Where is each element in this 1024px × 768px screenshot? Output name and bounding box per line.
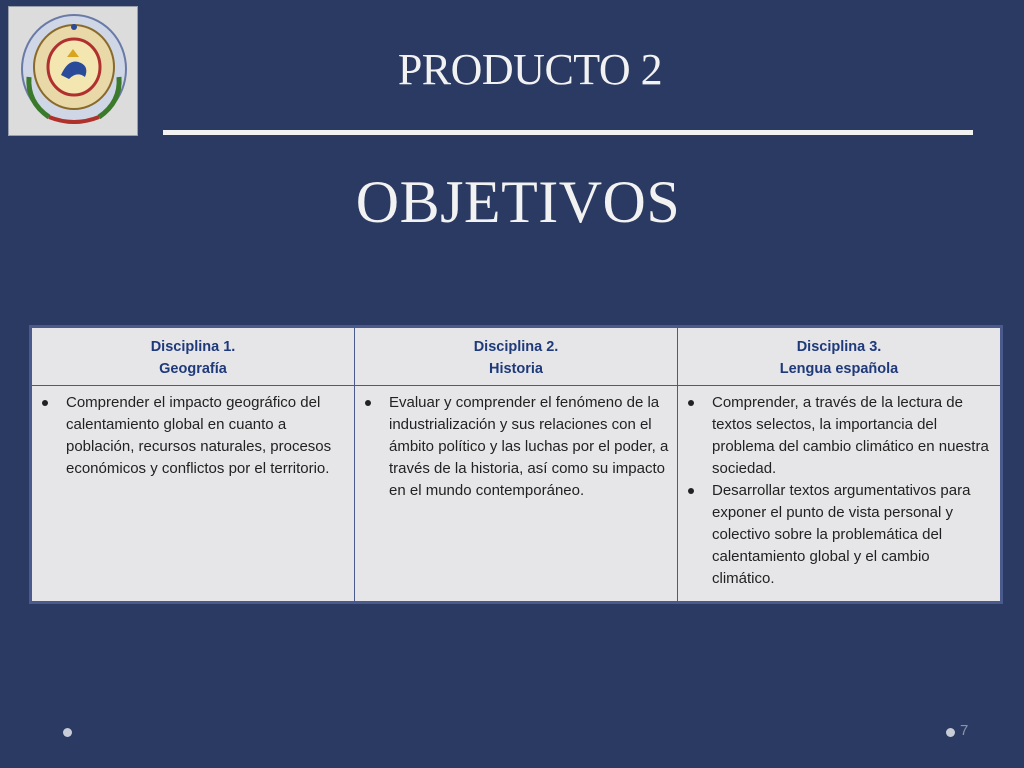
header-label: Disciplina 2. (473, 339, 559, 355)
footer-dot-icon (63, 728, 72, 737)
objectives-list (682, 392, 994, 590)
table-cell-geografia (32, 386, 355, 602)
school-logo (8, 6, 138, 136)
header-subject: Historia (489, 361, 543, 377)
header-label: Disciplina 1. (150, 339, 236, 355)
slide-title: PRODUCTO 2 (397, 45, 663, 94)
table-cell-lengua-espanola (678, 386, 1001, 602)
list-item: Evaluar y comprender el fenómeno de la industrialización y sus relaciones con el ámbito político y las luchas por el poder, a través de la historia, así como su impacto en el mundo contemporáneo. (359, 392, 671, 502)
objectives-list (36, 392, 348, 480)
objectives-list (359, 392, 671, 502)
school-seal-icon (9, 7, 139, 137)
header-subject: Lengua española (779, 361, 899, 377)
header-label: Disciplina 3. (796, 339, 882, 355)
table-header-discipline-2 (355, 328, 678, 386)
list-item: Comprender, a través de la lectura de textos selectos, la importancia del problema del cambio climático en nuestra sociedad. (682, 392, 994, 480)
footer-dot-icon (946, 728, 955, 737)
list-item: Desarrollar textos argumentativos para exponer el punto de vista personal y colectivo sobre la problemática del calentamiento global y el cambio climático. (682, 480, 994, 590)
objectives-table (29, 325, 1003, 604)
list-item: Comprender el impacto geográfico del calentamiento global en cuanto a población, recursos naturales, procesos económicos y conflictos por el territorio. (36, 392, 348, 480)
table-header-discipline-3 (678, 328, 1001, 386)
title-divider (163, 130, 973, 135)
slide-subtitle: OBJETIVOS (355, 169, 681, 235)
header-subject: Geografía (159, 361, 227, 377)
table-cell-historia (355, 386, 678, 602)
table-header-discipline-1 (32, 328, 355, 386)
page-number: 7 (960, 722, 969, 739)
